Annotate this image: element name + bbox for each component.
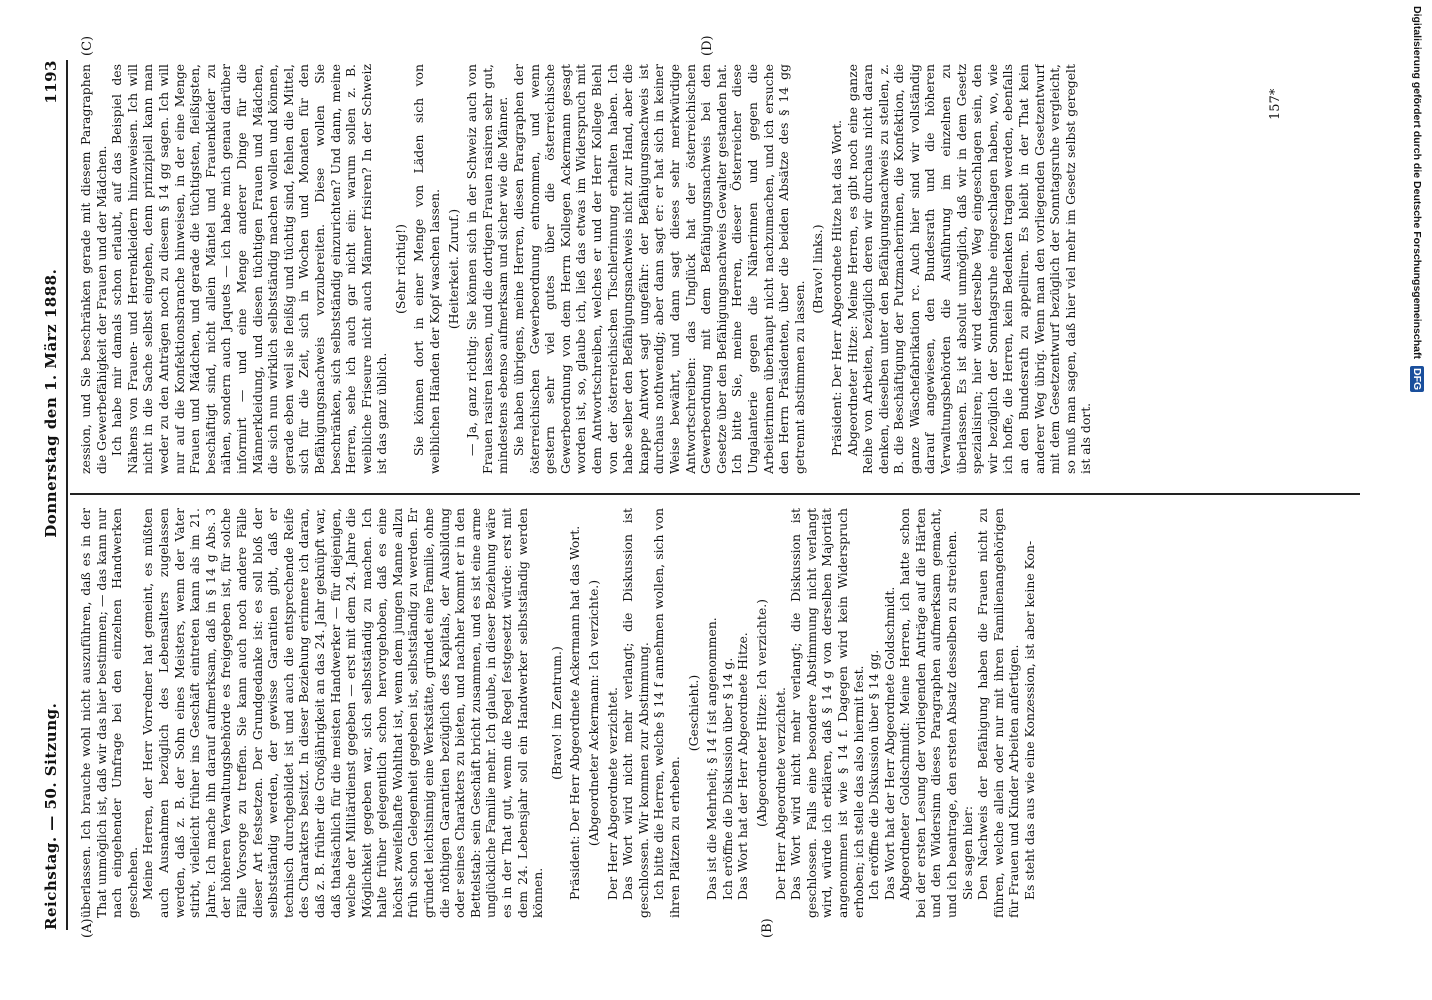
paragraph: (Bravo! links.) xyxy=(810,224,826,314)
paragraph: Das Wort hat der Herr Abgeordnete Hitze. xyxy=(735,632,751,900)
paragraph: Präsident: Der Herr Abgeordnete Hitze hat das Wort. xyxy=(828,119,844,456)
margin-marker-d: (D) xyxy=(700,35,715,56)
paragraph: Präsident: Der Herr Abgeordnete Ackermann hat das Wort. xyxy=(567,525,583,900)
paragraph: Das Wort wird nicht mehr verlangt; die Diskussion ist geschlossen. Falls eine besondere Abstimmung nicht verlangt wird, würde ich erklären, daß § 14 g von derselben Majorität angenommen ist wie § 14 f. Dagegen wird kein Widerspruch erhoben; ich stelle das also hiermit fest. xyxy=(788,508,866,918)
paragraph: (Abgeordneter Hitze: Ich verzichte.) xyxy=(753,599,769,828)
paragraph: Der Herr Abgeordnete verzichtet. xyxy=(772,687,788,900)
paragraph: Abgeordneter Goldschmidt: Meine Herren, ich hatte schon bei der ersten Lesung der vorliegenden Anträge auf die Härten und den Widersinn dieses Paragraphen aufmerksam gemacht, und ich beantrage, den ersten Absatz desselben zu streichen. xyxy=(897,508,960,918)
paragraph: Es steht das aus wie eine Konzession, ist aber keine Kon- xyxy=(1022,540,1038,900)
paragraph: (Sehr richtig!) xyxy=(392,224,408,314)
paragraph: Der Herr Abgeordnete verzichtet. xyxy=(604,687,620,900)
dfg-logo: DFG xyxy=(1411,367,1423,391)
paragraph: Meine Herren, der Herr Vorredner hat gemeint, es müßten auch Ausnahmen bezüglich des Lebensalters zugelassen werden, daß z. B. der Sohn eines Meisters, wenn der Vater stirbt, vielleicht früher ins Geschäft eintreten kann als im 21. Jahre. Ich mache ihn darauf aufmerksam, daß in § 14 g Abs. 3 der höheren Verwaltungsbehörde es freigegeben ist, für solche Fälle Vorsorge zu treffen. Sie kann auch noch andere Fälle dieser Art festsetzen. Der Grundgedanke ist: es soll bloß der selbstständig werden, der gewisse Garantien gibt, daß er technisch durchgebildet ist und auch die entsprechende Reife des Charakters besitzt. In dieser Beziehung erinnere ich daran, daß z. B. früher die Großjährigkeit an das 24. Jahr geknüpft war, daß thatsächlich für die meisten Handwerker — für diejenigen, welche der Militärdienst gegeben — erst mit dem 24. Jahre die Möglichkeit gegeben war, sich selbstständig zu machen. Ich halte früher gelegentlich schon hervorgehoben, daß es eine höchst zweifelhafte Wohlthat ist, wenn dem jungen Manne allzu früh schon Gelegenheit gegeben ist, selbstständig zu werden. Er gründet leichtsinnig eine Werkstätte, gründet eine Familie, ohne die nöthigen Garantien bezüglich des Kapitals, der Ausbildung oder seines Charakters zu bieten, und nachher kommt er in den Bettelstab: sein Geschäft bricht zusammen, und es ist eine arme unglückliche Familie mehr. Ich glaube, in dieser Beziehung wäre es in der That gut, wenn die Regel festgesetzt würde: erst mit dem 24. Lebensjahr soll ein Handwerker selbstständig werden können. xyxy=(140,508,546,918)
digitization-credit xyxy=(1402,0,1432,1000)
paragraph: Das ist die Mehrheit; § 14 f ist angenommen. xyxy=(704,617,720,900)
paragraph: Abgeordneter Hitze: Meine Herren, es gibt noch eine ganze Reihe von Arbeiten, bezüglich deren wir durchaus nicht daran denken, dieselben unter den Befähigungsnachweis zu stellen, z. B. die Beschäftigung der Putzmacherinnen, die Konfektion, die ganze Wäschefabrikation rc. Auch hier sind wir vollständig darauf angewiesen, den Bundesrath und die höheren Verwaltungsbehörden die Ausführung im einzelnen zu überlassen. Es ist absolut unmöglich, daß wir in dem Gesetz spezialisiren; hier wird derselbe Weg eingeschlagen sein, den wir bezüglich der Sonntagsruhe eingeschlagen haben, wo, wie ich hoffe, die Herren, kein Bedenken tragen werden, ebenfalls an den Bundesrath zu appelliren. Es bleibt in der That kein anderer Weg übrig. Wenn man den vorliegenden Gesetzentwurf mit dem Gesetzentwurf bezüglich der Sonntagsruhe vergleicht, so muß man sagen, daß hier viel mehr im Gesetz selbst geregelt ist als dort. xyxy=(844,64,1094,474)
paragraph: (Heiterkeit. Zuruf.) xyxy=(445,208,461,330)
signature-number: 157* xyxy=(1268,88,1283,120)
page-header xyxy=(40,60,60,930)
column-divider xyxy=(70,493,1360,495)
header-session: Reichstag. — 50. Sitzung. xyxy=(42,702,60,930)
header-date: Donnerstag den 1. März 1888. xyxy=(42,268,60,538)
paragraph: Sie haben übrigens, meine Herren, diesen Paragraphen der österreichischen Gewerbeordnung entnommen, und wenn gestern sehr viel gutes über die österreichische Gewerbeordnung von dem Herrn Kollegen Ackermann gesagt worden ist, so, glaube ich, ließ das etwas im Widerspruch mit dem Antwortschreiben, welches er und der Herr Kollege Biehl von der österreichischen Tischlerinnung erhalten haben. Ich habe selber den Befähigungsnachweis nicht zur Hand, aber die knappe Antwort sagt ungefähr: der Befähigungsnachweis ist durchaus nothwendig; aber dann sagt er: er hat sich in keiner Weise bewährt, und dann sagt dieses sehr merkwürdige Antwortschreiben: das Unglück hat der österreichischen Gewerbeordnung mit dem Befähigungsnachweis bei den Gesetze über den Befähigungsnachweis Gewalter gestanden hat. Ich bitte Sie, meine Herren, dieser Österreicher diese Ungalanterie gegen die Näherinnen und gegen die Arbeiterinnen überhaupt nicht nachzumachen, und ich ersuche den Herrn Präsidenten, über die beiden Absätze des § 14 gg getrennt abstimmen zu lassen. xyxy=(511,64,807,474)
paragraph: überlassen. Ich brauche wohl nicht auszuführen, daß es in der That unmöglich ist, daß wir das hier bestimmen; — das kann nur nach eingehender Umfrage bei den einzelnen Handwerken geschehen. xyxy=(78,508,140,918)
right-text-column xyxy=(78,64,1368,474)
paragraph: Das Wort wird nicht mehr verlangt; die Diskussion ist geschlossen. Wir kommen zur Abstimmung. xyxy=(620,508,651,918)
paragraph: Ich habe mir damals schon erlaubt, auf das Beispiel des Nähens von Frauen- und Herrenkleidern hinzuweisen. Ich will nicht in die Sache selbst eingehen, denn prinzipiell kann man weder zu den Anträgen noch zu diesem § 14 gg sagen. Ich will nur auf die Konfektionsbranche hinweisen, in der eine Menge Frauen und Mädchen, und gerade die tüchtigsten, fleißigsten, beschäftigt sind, nicht allein Mäntel und Frauenkleider zu nähen, sondern auch Jaquets — ich habe mich genau darüber informirt — und eine Menge anderer Dinge für die Männerkleidung, und diesen tüchtigen Frauen und Mädchen, die sich nun wirklich selbstständig machen wollen und können, gerade eben weil sie fleißig und tüchtig sind, fehlen die Mittel, sich für die Zeit, sich in Wochen und Monaten für den Befähigungsnachweis vorzubereiten. Diese wollen Sie beschränken, sich selbstständig einzurichten? Und dann, meine Herren, sehe ich auch gar nicht ein: warum sollen z. B. weibliche Friseure nicht auch Männer frisiren? In der Schweiz ist das ganz üblich. xyxy=(109,64,390,474)
paragraph: Sie können dort in einer Menge von Läden sich von weiblichen Händen der Kopf waschen lassen. xyxy=(411,64,443,474)
margin-marker-c: (C) xyxy=(80,35,95,56)
paragraph: Das Wort hat der Herr Abgeordnete Goldschmidt. xyxy=(881,586,897,900)
left-text-column xyxy=(78,508,1368,918)
credit-text: Digitalisierung gefördert durch die Deutsche Forschungsgemeinschaft xyxy=(1411,6,1423,359)
paragraph: (Geschieht.) xyxy=(685,674,701,752)
paragraph: Ich eröffne die Diskussion über § 14 gg. xyxy=(866,649,882,900)
paragraph: Ich eröffne die Diskussion über § 14 g. xyxy=(719,657,735,900)
paragraph: zession, und Sie beschränken gerade mit diesem Paragraphen die Gewerbefähigkeit der Frauen und der Mädchen. xyxy=(78,64,109,474)
margin-marker-a: (A) xyxy=(80,918,95,938)
paragraph: — Ja, ganz richtig: Sie können sich in der Schweiz auch von Frauen rasiren lassen, und die dortigen Frauen rasiren sehr gut, mindestens ebenso aufmerksam und sicher wie die Männer. xyxy=(464,64,511,474)
paragraph: (Abgeordneter Ackermann: Ich verzichte.) xyxy=(586,579,601,847)
paragraph: Ich bitte die Herren, welche § 14 f annehmen wollen, sich von ihren Plätzen zu erheben. xyxy=(651,508,682,918)
paragraph: (Bravo! im Zentrum.) xyxy=(548,646,564,780)
paragraph: Den Nachweis der Befähigung haben die Frauen nicht zu führen, welche allein oder nur mit ihren Familienangehörigen für Frauen und Kinder Arbeiten anfertigen. xyxy=(975,508,1022,918)
header-page-number: 1193 xyxy=(42,60,60,104)
paragraph: Sie sagen hier: xyxy=(959,805,975,900)
margin-marker-b: (B) xyxy=(760,918,775,938)
header-rule xyxy=(66,60,68,930)
